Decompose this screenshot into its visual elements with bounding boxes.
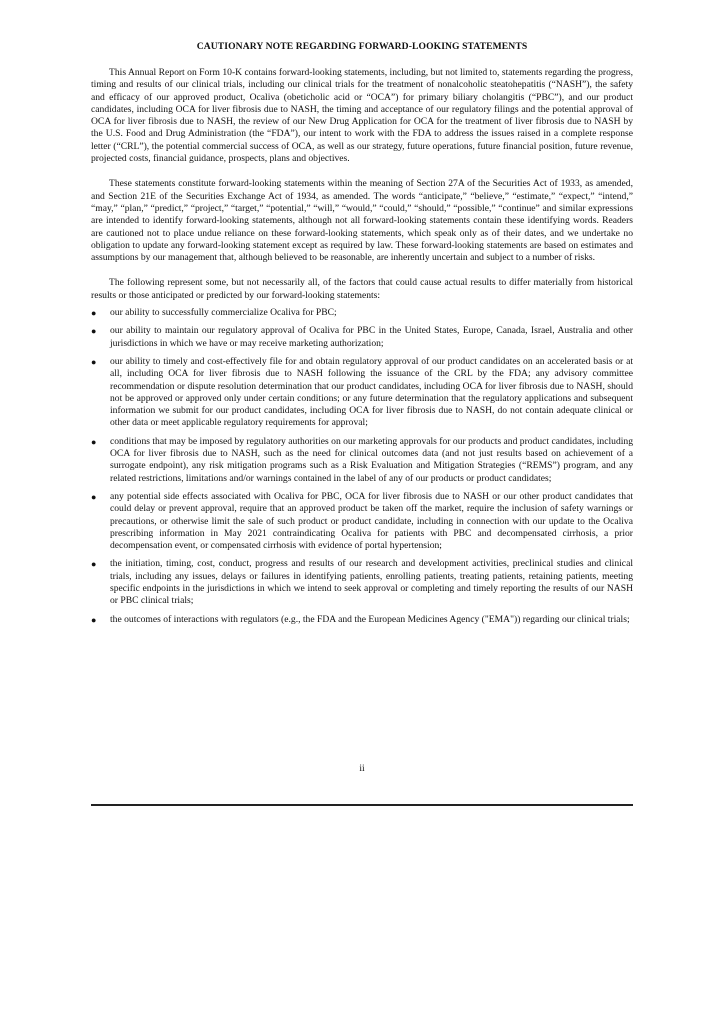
- document-page: [91, 40, 633, 632]
- page-number: ii: [359, 763, 365, 774]
- list-item-text: our ability to timely and cost-effectively file for and obtain regulatory approval of our product candidates on an accelerated basis or at all, including OCA for liver fibrosis due to NASH following the issuance of the CRL by the FDA; any advisory committee recommendation or dispute resolution determination that our product candidates, including OCA for liver fibrosis due to NASH, should not be approved or approved only under certain conditions; or any future determination that the regulatory applications and subsequent information we submit for our product candidates, including OCA for liver fibrosis due to NASH, do not contain adequate clinical or other data or meet applicable regulatory requirements for approval;: [110, 355, 633, 429]
- list-item-text: our ability to maintain our regulatory approval of Ocaliva for PBC in the United States, Europe, Canada, Israel, Australia and other jurisdictions in which we have or may receive marketing authorization;: [110, 325, 633, 349]
- list-item-text: conditions that may be imposed by regulatory authorities on our marketing approvals for our products and product candidates, including OCA for liver fibrosis due to NASH, such as the need for clinical outcomes data (and not just results based on achievement of a surrogate endpoint), any risk mitigation programs such as a Risk Evaluation and Mitigation Strategies (“REMS”) program, and any related restrictions, limitations and/or warnings contained in the label of any of our products or product candidates;: [110, 435, 633, 484]
- paragraph-definitions: These statements constitute forward-looking statements within the meaning of Section 27A of the Securities Act of 1933, as amended, and Section 21E of the Securities Exchange Act of 1934, as amended. The words “anticipate,” “believe,” “estimate,” “expect,” “intend,” “may,” “plan,” “predict,” “project,” “target,” “potential,” “will,” “would,” “could,” “should,” “possible,” “continue” and similar expressions are intended to identify forward-looking statements, although not all forward-looking statements contain these identifying words. Readers are cautioned not to place undue reliance on these forward-looking statements, which speak only as of their dates, and we undertake no obligation to update any forward-looking statement except as required by law. These forward-looking statements are based on estimates and assumptions by our management that, although believed to be reasonable, are inherently uncertain and subject to a number of risks.: [91, 178, 633, 264]
- list-item-text: the initiation, timing, cost, conduct, progress and results of our research and development activities, preclinical studies and clinical trials, including any issues, delays or failures in identifying patients, enrolling patients, treating patients, retaining patients, meeting specific endpoints in the jurisdictions in which we intend to seek approval or completing and timely reporting the results of our NASH or PBC clinical trials;: [110, 558, 633, 607]
- risk-factor-list: [91, 307, 633, 626]
- bullet-icon: ●: [91, 308, 97, 319]
- list-item: [91, 436, 633, 485]
- bullet-icon: ●: [91, 559, 97, 570]
- bullet-icon: ●: [91, 614, 97, 625]
- bullet-icon: ●: [91, 491, 97, 502]
- bullet-icon: ●: [91, 436, 97, 447]
- list-item-text: our ability to successfully commercialize Ocaliva for PBC;: [110, 307, 337, 319]
- list-item: [91, 491, 633, 552]
- paragraph-factors-lead: The following represent some, but not necessarily all, of the factors that could cause actual results to differ materially from historical results or those anticipated or predicted by our forward-looking statements:: [91, 277, 633, 301]
- list-item: [91, 614, 633, 626]
- page-divider: [91, 804, 633, 806]
- list-item: [91, 558, 633, 607]
- bullet-icon: ●: [91, 326, 97, 337]
- list-item: [91, 325, 633, 350]
- section-title: CAUTIONARY NOTE REGARDING FORWARD-LOOKING STATEMENTS: [196, 41, 528, 52]
- list-item: [91, 356, 633, 430]
- bullet-icon: ●: [91, 356, 97, 367]
- paragraph-intro: This Annual Report on Form 10-K contains forward-looking statements, including, but not limited to, statements regarding the progress, timing and results of our clinical trials, including our clinical trials for the treatment of nonalcoholic steatohepatitis (“NASH”), the safety and efficacy of our approved product, Ocaliva (obeticholic acid or “OCA”) for primary biliary cholangitis (“PBC”), and our product candidates, including OCA for liver fibrosis due to NASH, the timing and acceptance of our regulatory filings and the potential approval of OCA for liver fibrosis due to NASH, the review of our New Drug Application for OCA for the treatment of liver fibrosis due to NASH by the U.S. Food and Drug Administration (the “FDA”), our intent to work with the FDA to address the issues raised in a complete response letter (“CRL”), the potential commercial success of OCA, as well as our strategy, future operations, future financial position, future revenue, projected costs, financial guidance, prospects, plans and objectives.: [91, 67, 633, 165]
- list-item-text: the outcomes of interactions with regulators (e.g., the FDA and the European Medicines Agency ("EMA")) regarding our clinical trials;: [110, 613, 630, 625]
- list-item-text: any potential side effects associated with Ocaliva for PBC, OCA for liver fibrosis due to NASH or our other product candidates that could delay or prevent approval, require that an approved product be taken off the market, require the inclusion of safety warnings or precautions, or otherwise limit the sale of such product or product candidate, including in connection with our update to the Ocaliva prescribing information in May 2021 contraindicating Ocaliva for patients with PBC and decompensated cirrhosis, a prior decompensation event, or compensated cirrhosis with evidence of portal hypertension;: [110, 490, 633, 552]
- list-item: [91, 307, 633, 319]
